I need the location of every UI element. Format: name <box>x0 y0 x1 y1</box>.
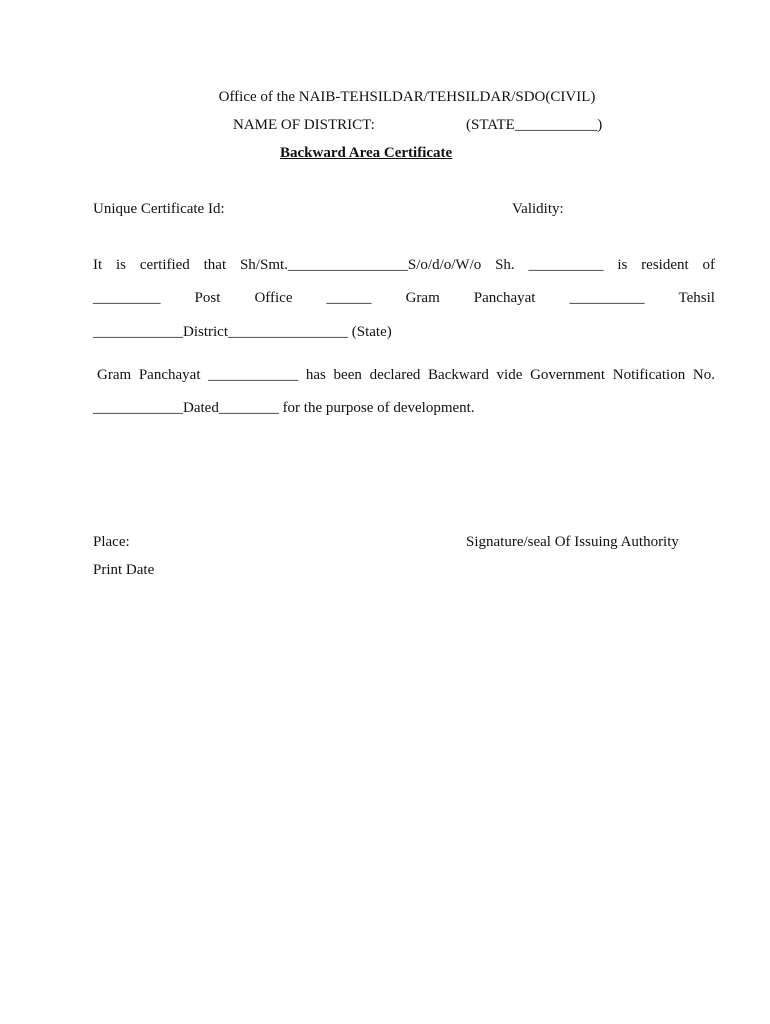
certificate-title: Backward Area Certificate <box>280 145 453 161</box>
word: certified <box>139 257 190 273</box>
word: resident <box>641 257 689 273</box>
word: Notification <box>612 367 686 383</box>
word: that <box>203 257 227 273</box>
word: Backward <box>428 367 489 383</box>
word: Tehsil <box>678 290 715 306</box>
office-heading: Office of the NAIB-TEHSILDAR/TEHSILDAR/SDO(CIVIL) <box>218 89 596 105</box>
word: declared <box>369 367 421 383</box>
word: __________ <box>528 257 604 273</box>
word: Sh/Smt.________________S/o/d/o/W/o <box>239 257 482 273</box>
district-label: NAME OF DISTRICT: <box>233 117 375 133</box>
word: been <box>333 367 362 383</box>
notification-line-2: ____________Dated________ for the purpose of development. <box>93 400 475 416</box>
word: of <box>702 257 715 273</box>
print-date-label: Print Date <box>93 562 155 578</box>
certification-line-3: ____________District________________ (State) <box>93 324 392 340</box>
signature-label: Signature/seal Of Issuing Authority <box>466 534 679 550</box>
word: Gram <box>97 367 132 383</box>
word: _________ <box>93 290 161 306</box>
place-label: Place: <box>93 534 130 550</box>
word: vide <box>496 367 523 383</box>
certification-line-1 <box>93 256 715 274</box>
notification-line-1 <box>97 366 715 384</box>
word: No. <box>692 367 715 383</box>
word: Government <box>530 367 606 383</box>
word: Office <box>254 290 293 306</box>
word: is <box>617 257 628 273</box>
word: ____________ <box>208 367 299 383</box>
word: Sh. <box>495 257 515 273</box>
word: Panchayat <box>473 290 536 306</box>
word: ______ <box>326 290 372 306</box>
word: __________ <box>569 290 645 306</box>
state-label: (STATE___________) <box>466 117 603 133</box>
word: Post <box>194 290 221 306</box>
word: has <box>305 367 326 383</box>
word: Gram <box>405 290 440 306</box>
word: is <box>116 257 127 273</box>
word: It <box>93 257 103 273</box>
validity-label: Validity: <box>512 201 564 217</box>
certification-line-2 <box>93 289 715 307</box>
word: Panchayat <box>138 367 201 383</box>
certificate-id-label: Unique Certificate Id: <box>93 201 225 217</box>
